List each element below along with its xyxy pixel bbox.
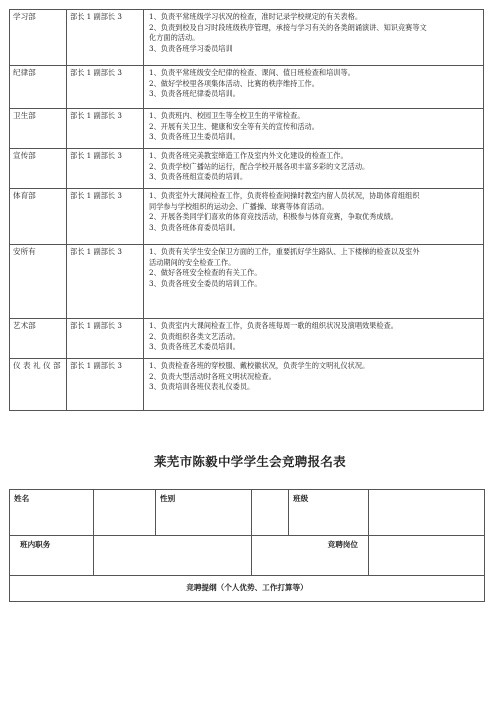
position-label: 竞聘岗位 xyxy=(252,536,369,576)
duty-line: 3、负责培训各班仪表礼仪委员。 xyxy=(149,382,255,392)
duty-line: 1、负责平常班级学习状况的检查，准时记录学校规定的有关表格。 xyxy=(149,12,363,21)
grade-label: 班级 xyxy=(289,490,369,536)
duty-description xyxy=(144,149,484,189)
department-name: 学习部 xyxy=(10,10,67,66)
department-duties-table xyxy=(9,9,484,411)
duty-line: 1、负责有关学生安全保卫方面的工作，重要抓好学生路队、上下楼梯的检查以及室外 xyxy=(149,247,420,256)
department-name: 仪 表 礼 仪 部 xyxy=(10,359,67,411)
duty-line: 3、负责各班纪律委员培训。 xyxy=(149,89,240,99)
department-name: 体育部 xyxy=(10,189,67,245)
staffing-quota: 部长 1 副部长 3 xyxy=(67,66,144,109)
duty-description xyxy=(144,245,484,319)
duty-description xyxy=(144,319,484,359)
duty-description xyxy=(144,10,484,66)
application-form-table xyxy=(9,489,485,602)
gender-label: 性别 xyxy=(156,490,252,536)
duty-row xyxy=(10,319,484,359)
name-field[interactable] xyxy=(94,490,156,536)
duty-row xyxy=(10,109,484,149)
duty-line: 2、开展有关卫生、健康和安全等有关的宣传和活动。 xyxy=(149,121,319,131)
duty-description xyxy=(144,189,484,245)
duty-line: 2、负责组织各类文艺活动。 xyxy=(149,331,240,341)
duty-line: 活动期间的安全检查工作。 xyxy=(149,257,236,267)
form-title: 莱芜市陈毅中学学生会竞聘报名表 xyxy=(153,454,346,469)
duty-line: 2、负责学校广播站的运行，配合学校开展各项丰富多彩的文艺活动。 xyxy=(149,161,370,171)
duty-row xyxy=(10,149,484,189)
duty-line: 3、负责各班体育委员培训。 xyxy=(149,222,240,232)
staffing-quota: 部长 1 副部长 3 xyxy=(67,359,144,411)
duty-row xyxy=(10,66,484,109)
duty-line: 2、负责大型活动时各班文明状况检查。 xyxy=(149,371,276,381)
staffing-quota: 部长 1 副部长 3 xyxy=(67,189,144,245)
duty-row xyxy=(10,10,484,66)
staffing-quota: 部长 1 副部长 3 xyxy=(67,149,144,189)
duty-line: 3、负责各班组宣委员的培训。 xyxy=(149,172,248,182)
duty-line: 1、负责检查各班的穿校服、戴校徽状况，负责学生的文明礼仪状况。 xyxy=(149,361,370,370)
form-row-outline xyxy=(10,576,485,602)
duty-line: 同学参与学校组织的运动会、广播操、球赛等体育活动。 xyxy=(149,201,329,211)
staffing-quota: 部长 1 副部长 3 xyxy=(67,319,144,359)
duty-description xyxy=(144,359,484,411)
department-name: 卫生部 xyxy=(10,109,67,149)
duty-line: 2、开展各类同学们喜欢的体育竞技活动，积极参与体育竞赛，争取优秀成绩。 xyxy=(149,212,398,222)
department-name: 宣传部 xyxy=(10,149,67,189)
duty-line: 3、负责各班学习委员培训 xyxy=(149,43,233,53)
duty-line: 2、做好各班安全检查的有关工作。 xyxy=(149,268,262,278)
duty-line: 3、负责各班安全委员的培训工作。 xyxy=(149,278,262,288)
department-name: 艺术部 xyxy=(10,319,67,359)
department-name: 纪律部 xyxy=(10,66,67,109)
duty-line: 2、负责到校及自习时段班级秩序管理，承接与学习有关的各类朗诵演讲、知识竞赛等文 xyxy=(149,22,427,32)
duty-line: 3、负责各班卫生委员培训。 xyxy=(149,132,240,142)
duty-line: 1、负责室内大课间检查工作，负责各班每周一歌的组织状况及演唱效果检查。 xyxy=(149,321,398,330)
staffing-quota: 部长 1 副部长 3 xyxy=(67,10,144,66)
duty-description xyxy=(144,109,484,149)
duty-line: 3、负责各班艺术委员培训。 xyxy=(149,342,240,352)
class-position-label: 班内职务 xyxy=(10,536,94,576)
duty-line: 1、负责班内、校园卫生等全校卫生的平常检查。 xyxy=(149,111,305,120)
duty-line: 化方面的活动。 xyxy=(149,33,200,43)
position-field[interactable] xyxy=(369,536,485,576)
duty-row xyxy=(10,359,484,411)
duty-row xyxy=(10,189,484,245)
department-name: 安所有 xyxy=(10,245,67,319)
outline-label[interactable]: 竞聘提纲（个人优势、工作打算等） xyxy=(10,576,485,602)
class-position-field[interactable] xyxy=(94,536,252,576)
duty-row xyxy=(10,245,484,319)
duty-line: 2、做好学校里各项集体活动、比赛的秩序维持工作。 xyxy=(149,78,319,88)
duty-line: 1、负责室外大课间检查工作，负责将检查间操时教室内留人员状况，协助体育组组织 xyxy=(149,191,420,200)
form-row-position xyxy=(10,536,485,576)
staffing-quota: 部长 1 副部长 3 xyxy=(67,109,144,149)
staffing-quota: 部长 1 副部长 3 xyxy=(67,245,144,319)
name-label: 姓名 xyxy=(10,490,94,536)
form-row-basic xyxy=(10,490,485,536)
grade-field[interactable] xyxy=(369,490,485,536)
duty-description xyxy=(144,66,484,109)
duty-line: 1、负责平常班级安全纪律的检查、课间、值日班检查和培训等。 xyxy=(149,68,355,77)
duty-line: 1、负责各班完美教室缔造工作及室内外文化建设的检查工作。 xyxy=(149,151,348,160)
gender-field[interactable] xyxy=(252,490,289,536)
